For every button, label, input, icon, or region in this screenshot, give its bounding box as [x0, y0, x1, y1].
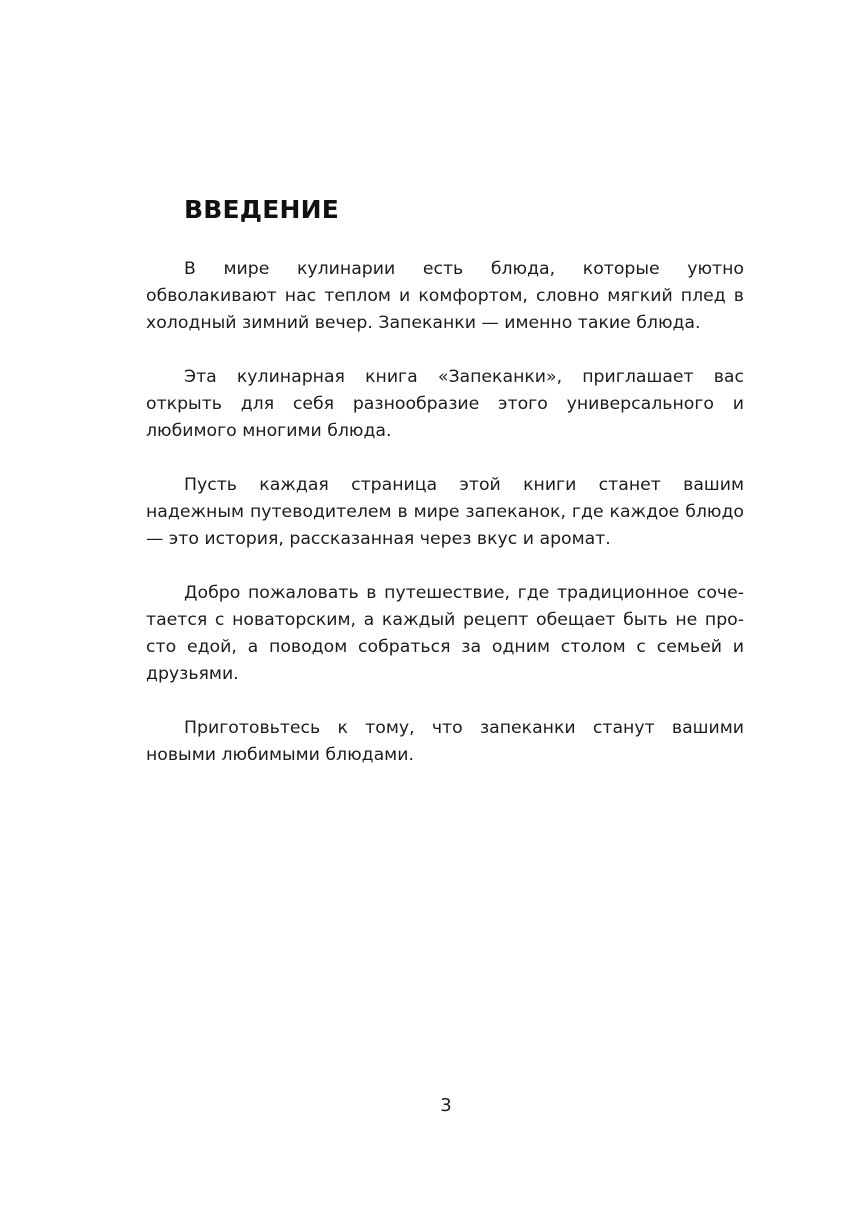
paragraph-2: Эта кулинарная книга «Запеканки», приглашает вас открыть для себя разнообразие этого универсального и любимого многими блюда.: [146, 367, 744, 441]
page-number: 3: [440, 1095, 452, 1116]
page-content: [146, 192, 744, 796]
paragraph-1: В мире кулинарии есть блюда, которые уютно обволакивают нас теплом и комфортом, словно мягкий плед в холодный зимний вечер. Запеканки — именно такие блюда.: [146, 259, 744, 333]
paragraph-3: Пусть каждая страница этой книги станет вашим надежным путеводителем в мире запеканок, где каждое блюдо — это история, рассказанная через вкус и аромат.: [146, 475, 744, 549]
chapter-title: ВВЕДЕНИЕ: [184, 195, 340, 224]
paragraph-4: Добро пожаловать в путешествие, где традиционное сочетается с новаторским, а каждый рецепт обещает быть не просто едой, а поводом собраться за одним столом с семьей и друзьями.: [146, 583, 744, 684]
paragraph-5: Приготовьтесь к тому, что запеканки станут вашими новыми любимыми блюдами.: [146, 718, 744, 765]
